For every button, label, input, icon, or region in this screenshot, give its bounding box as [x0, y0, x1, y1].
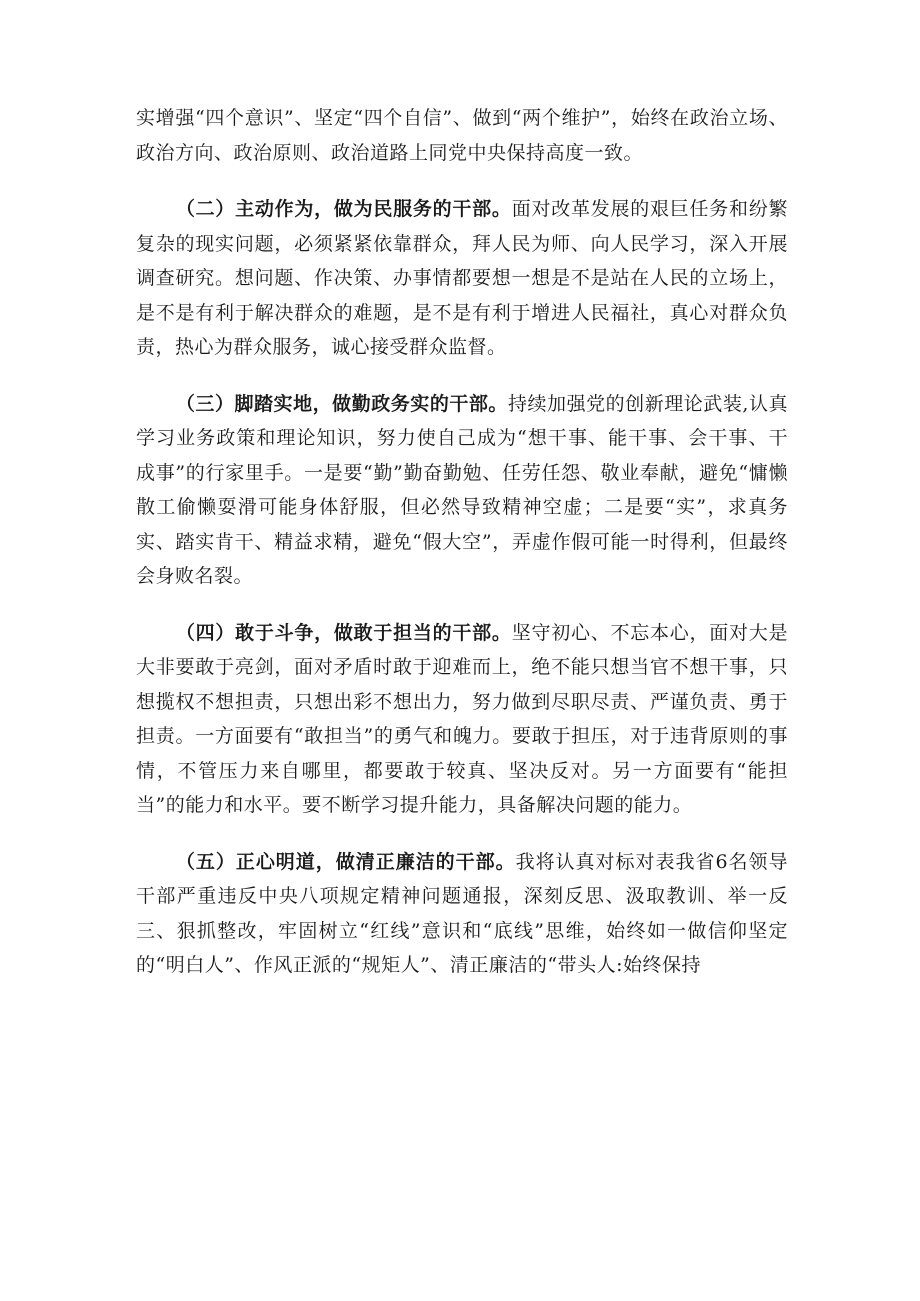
- section-heading: （五）正心明道，做清正廉洁的干部。: [175, 850, 516, 873]
- paragraph-section-3: [136, 387, 788, 594]
- section-heading: （四）敢于斗争，做敢于担当的干部。: [175, 621, 512, 644]
- document-body: [136, 101, 788, 1005]
- paragraph-text: 坚守初心、不忘本心，面对大是大非要敢于亮剑，面对矛盾时敢于迎难而上，绝不能只想当官不想干事，只想揽权不想担责，只想出彩不想出力，努力做到尽职尽责、严谨负责、勇于担责。一方面要有“敢担当”的勇气和魄力。要敢于担压，对于违背原则的事情，不管压力来自哪里，都要敢于较真、坚决反对。另一方面要有“能担当”的能力和水平。要不断学习提升能力，具备解决问题的能力。: [136, 621, 788, 816]
- paragraph-section-5: [136, 845, 788, 983]
- paragraph-text: 面对改革发展的艰巨任务和纷繁复杂的现实问题，必须紧紧依靠群众，拜人民为师、向人民学习，深入开展调查研究。想问题、作决策、办事情都要想一想是不是站在人民的立场上，是不是有利于解决群众的难题，是不是有利于增进人民福社，真心对群众负责，热心为群众服务，诚心接受群众监督。: [136, 198, 788, 358]
- section-heading: （三）脚踏实地，做勤政务实的干部。: [175, 392, 508, 415]
- paragraph-section-2: [136, 192, 788, 365]
- paragraph-section-4: [136, 616, 788, 823]
- paragraph-text: 实增强“四个意识”、坚定“四个自信”、做到“两个维护”，始终在政治立场、政治方向、政治原则、政治道路上同党中央保持高度一致。: [136, 107, 788, 164]
- paragraph-text: 我将认真对标对表我省6名领导干部严重违反中央八项规定精神问题通报，深刻反思、汲取教训、举一反三、狠抓整改，牢固树立“红线”意识和“底线”思维，始终如一做信仰坚定的“明白人”、作风正派的“规矩人”、清正廉洁的“带头人:始终保持: [136, 850, 788, 976]
- paragraph-text: 持续加强党的创新理论武装,认真学习业务政策和理论知识，努力使自己成为“想干事、能干事、会干事、干成事”的行家里手。一是要“勤”勤奋勤勉、任劳任怨、敬业奉献，避免“慵懒散工偷懒耍滑可能身体舒服，但必然导致精神空虚；二是要“实”，求真务实、踏实肯干、精益求精，避免“假大空”，弄虚作假可能一时得利，但最终会身败名裂。: [136, 392, 788, 587]
- section-heading: （二）主动作为，做为民服务的干部。: [175, 198, 512, 220]
- paragraph-continuation: [136, 101, 788, 170]
